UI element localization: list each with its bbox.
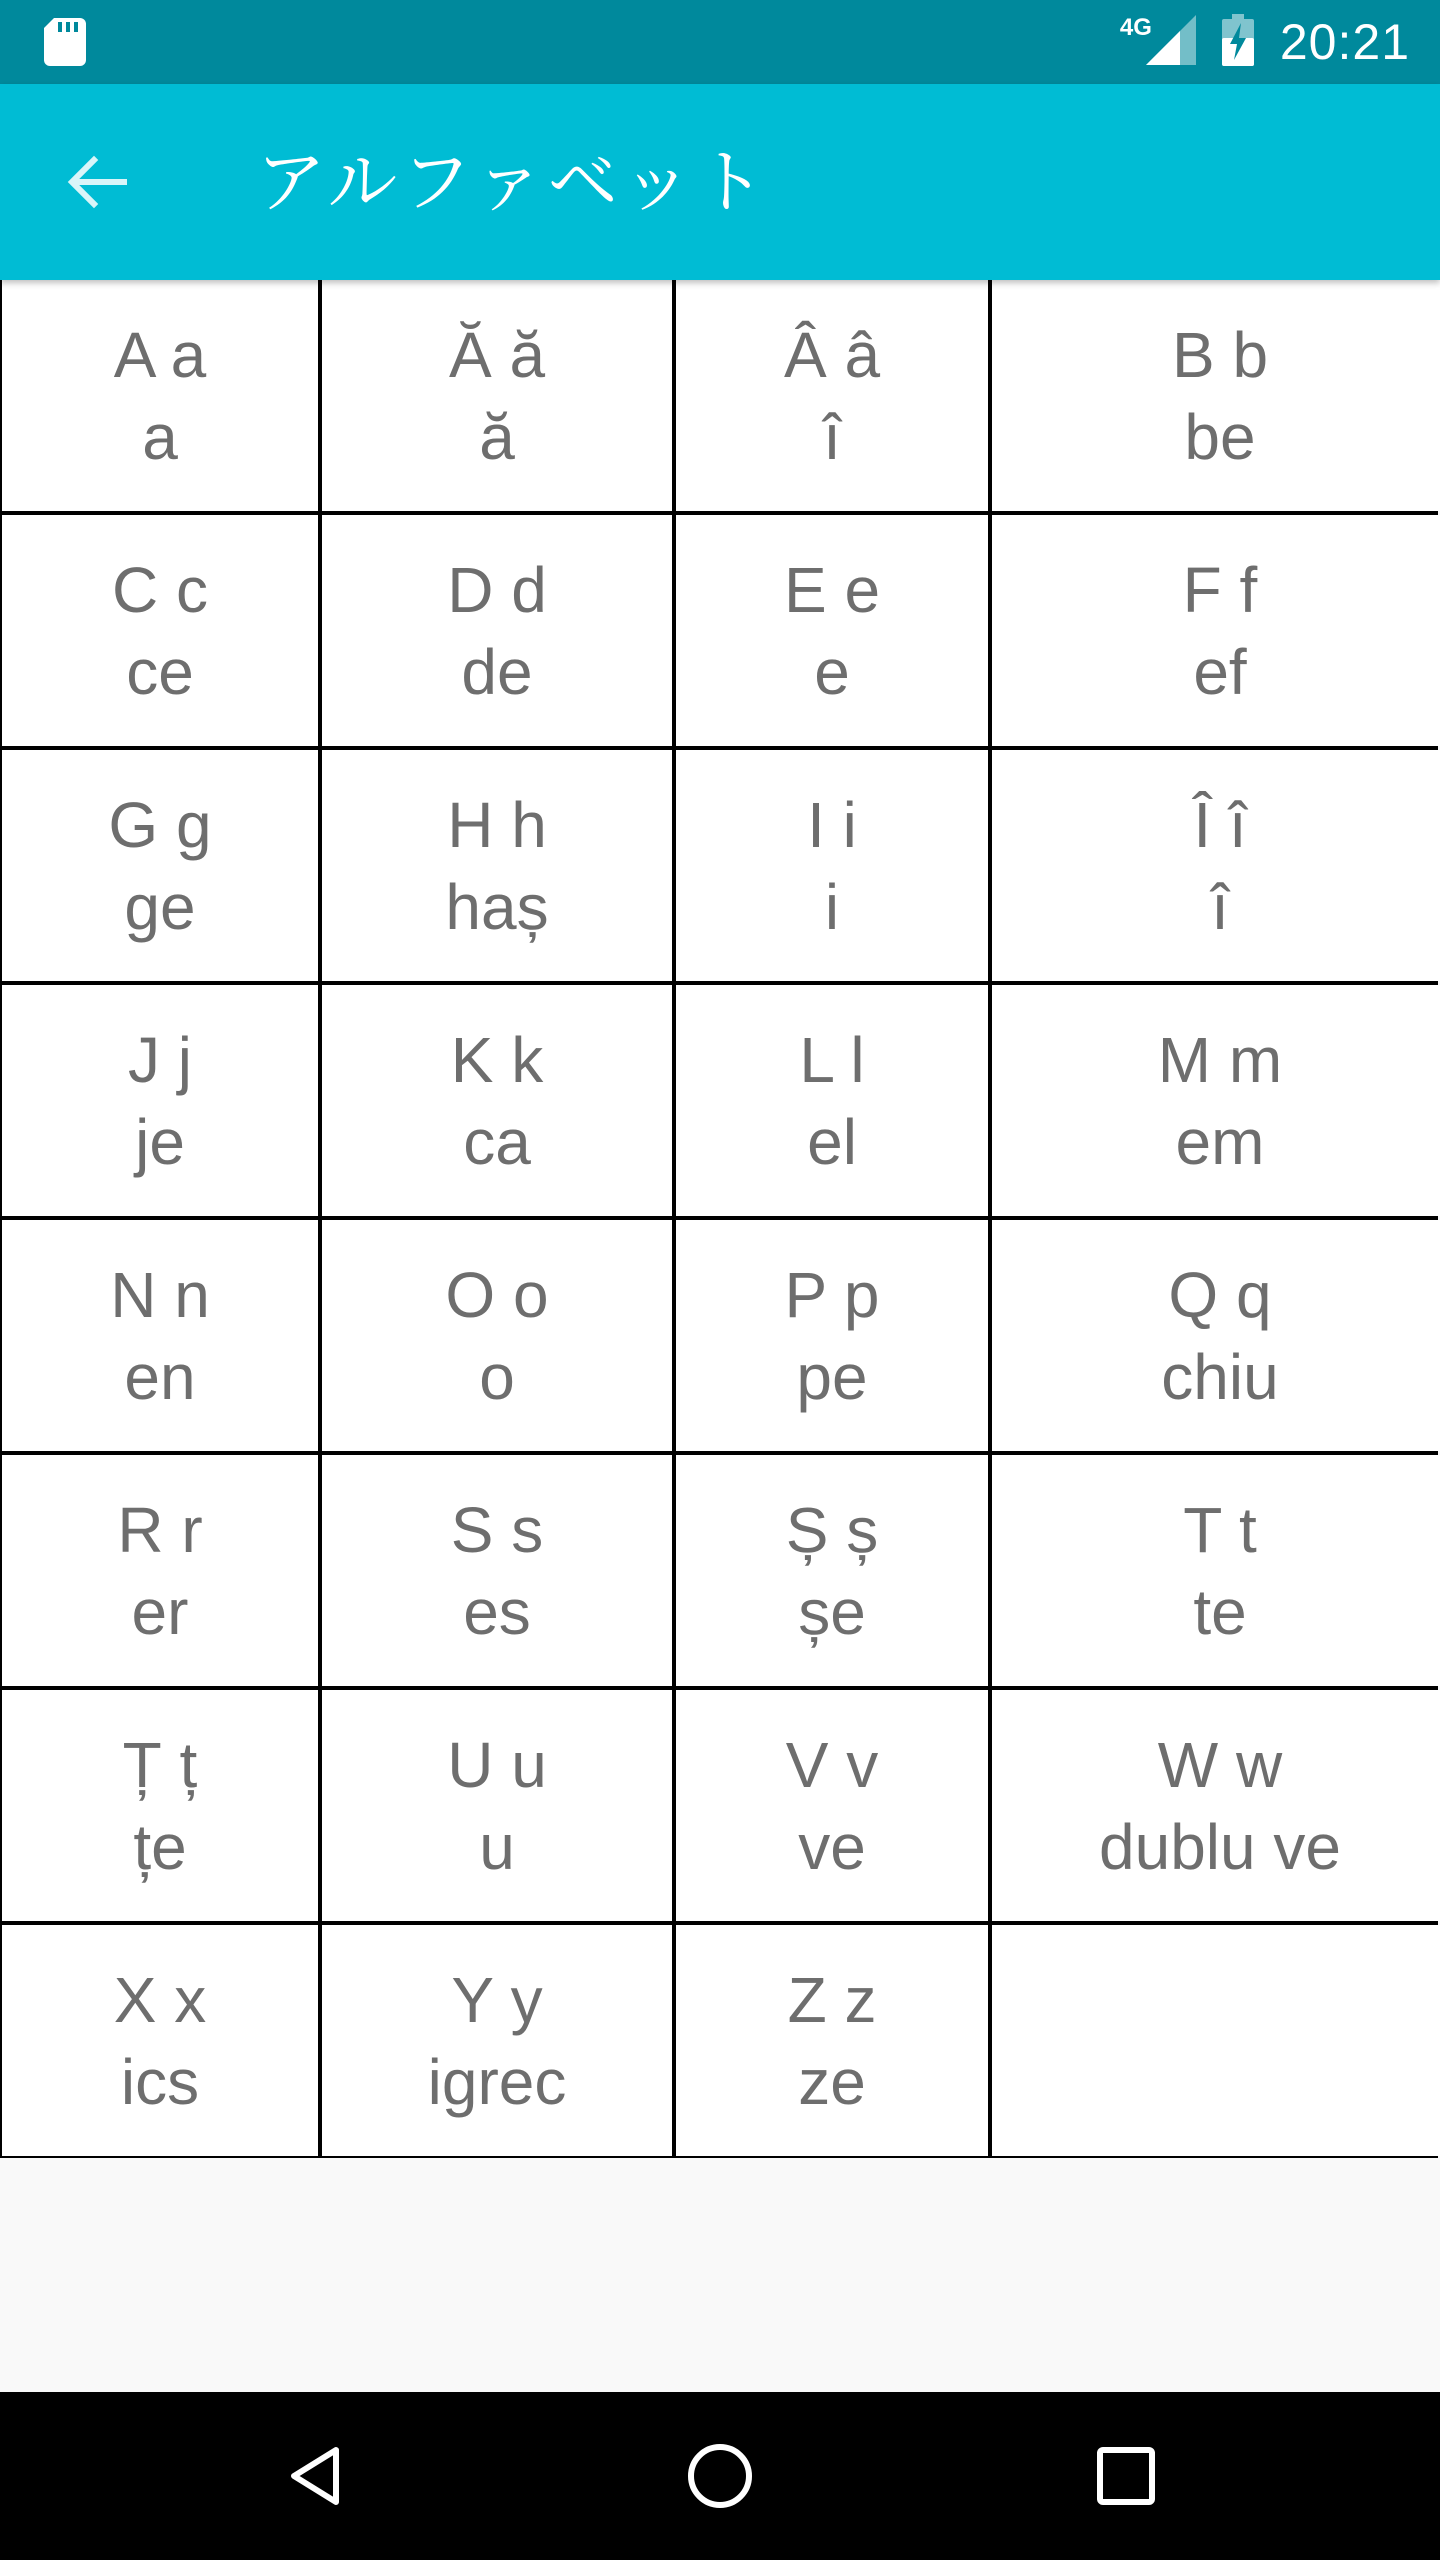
letter-name: țe <box>133 1810 187 1883</box>
letter-text: E e <box>783 553 881 626</box>
letter-cell[interactable] <box>992 515 1440 746</box>
letter-cell[interactable] <box>2 515 318 746</box>
letter-name: ge <box>124 870 196 943</box>
letter-name: igrec <box>427 2045 567 2118</box>
letter-name: ze <box>798 2045 866 2118</box>
letter-name: ef <box>1193 635 1247 708</box>
letter-name: er <box>131 1575 189 1648</box>
letter-cell[interactable] <box>992 1220 1440 1451</box>
letter-name: ce <box>126 635 194 708</box>
letter-name: ca <box>463 1105 531 1178</box>
letter-text: J j <box>128 1023 192 1096</box>
letter-cell[interactable] <box>2 1925 318 2156</box>
letter-cell[interactable] <box>2 1220 318 1451</box>
letter-name: be <box>1184 400 1256 473</box>
signal-icon <box>1146 15 1196 70</box>
letter-text: I i <box>807 788 857 861</box>
letter-text: Y y <box>451 1963 543 2036</box>
letter-cell[interactable] <box>322 750 672 981</box>
letter-name: șe <box>798 1575 866 1648</box>
letter-text: G g <box>108 788 212 861</box>
letter-text: V v <box>785 1728 879 1801</box>
letter-text: U u <box>447 1728 547 1801</box>
letter-cell[interactable] <box>2 1690 318 1921</box>
letter-cell[interactable] <box>322 1690 672 1921</box>
letter-cell[interactable] <box>676 1925 988 2156</box>
letter-text: A a <box>113 318 207 391</box>
letter-cell[interactable] <box>322 515 672 746</box>
letter-name: pe <box>796 1340 868 1413</box>
letter-cell[interactable] <box>322 985 672 1216</box>
alphabet-grid <box>0 280 1438 2158</box>
letter-text: C c <box>112 553 208 626</box>
letter-name: o <box>479 1340 515 1413</box>
letter-cell[interactable] <box>322 1220 672 1451</box>
letter-text: Ț ț <box>122 1728 198 1801</box>
letter-name: a <box>142 400 178 473</box>
letter-text: N n <box>110 1258 210 1331</box>
back-triangle-icon <box>284 2444 348 2508</box>
recents-square-icon <box>1094 2444 1158 2508</box>
letter-cell[interactable] <box>676 1220 988 1451</box>
letter-text: T t <box>1183 1493 1257 1566</box>
letter-name: ve <box>798 1810 866 1883</box>
letter-name: es <box>463 1575 531 1648</box>
navigation-bar <box>0 2392 1440 2560</box>
letter-cell[interactable] <box>676 280 988 511</box>
letter-text: Î î <box>1193 788 1247 861</box>
letter-text: F f <box>1182 553 1258 626</box>
letter-cell[interactable] <box>676 750 988 981</box>
letter-name: u <box>479 1810 515 1883</box>
letter-name: chiu <box>1161 1340 1279 1413</box>
letter-cell[interactable] <box>2 1455 318 1686</box>
network-type-label: 4G <box>1119 14 1152 41</box>
letter-name: ă <box>479 400 515 473</box>
letter-text: Q q <box>1168 1258 1272 1331</box>
letter-text: H h <box>447 788 547 861</box>
back-button[interactable] <box>56 142 136 222</box>
letter-text: S s <box>450 1493 544 1566</box>
letter-cell[interactable] <box>2 750 318 981</box>
letter-name: î <box>1211 870 1229 943</box>
letter-name: dublu ve <box>1099 1810 1341 1883</box>
letter-cell[interactable] <box>2 985 318 1216</box>
arrow-back-icon <box>64 150 128 214</box>
letter-cell[interactable] <box>676 1455 988 1686</box>
status-bar <box>0 0 1440 84</box>
app-bar <box>0 84 1440 280</box>
letter-text: B b <box>1171 318 1269 391</box>
letter-cell[interactable] <box>322 1925 672 2156</box>
page-title: アルファベット <box>256 141 770 223</box>
letter-cell[interactable] <box>322 1455 672 1686</box>
letter-cell[interactable] <box>992 1455 1440 1686</box>
letter-name: em <box>1175 1105 1265 1178</box>
letter-text: W w <box>1157 1728 1283 1801</box>
letter-text: R r <box>117 1493 203 1566</box>
letter-text: Ă ă <box>448 318 546 391</box>
letter-text: M m <box>1157 1023 1283 1096</box>
empty-cell <box>992 1925 1440 2156</box>
letter-text: X x <box>113 1963 207 2036</box>
letter-cell[interactable] <box>992 280 1440 511</box>
letter-text: Ș ș <box>785 1493 879 1566</box>
battery-charging-icon <box>1222 14 1254 71</box>
letter-name: e <box>814 635 850 708</box>
letter-cell[interactable] <box>992 985 1440 1216</box>
nav-back-button[interactable] <box>276 2436 356 2516</box>
letter-cell[interactable] <box>676 1690 988 1921</box>
letter-text: K k <box>450 1023 544 1096</box>
letter-text: O o <box>445 1258 549 1331</box>
home-circle-icon <box>685 2441 755 2511</box>
letter-text: Â â <box>783 318 881 391</box>
letter-name: î <box>823 400 841 473</box>
letter-name: i <box>824 870 840 943</box>
letter-name: haș <box>445 870 549 943</box>
letter-name: je <box>135 1105 185 1178</box>
letter-name: ics <box>120 2045 200 2118</box>
letter-name: de <box>461 635 533 708</box>
nav-recents-button[interactable] <box>1086 2436 1166 2516</box>
clock: 20:21 <box>1279 14 1410 70</box>
letter-text: L l <box>799 1023 865 1096</box>
letter-text: D d <box>447 553 547 626</box>
letter-cell[interactable] <box>992 750 1440 981</box>
letter-name: el <box>807 1105 857 1178</box>
nav-home-button[interactable] <box>680 2436 760 2516</box>
letter-text: Z z <box>787 1963 877 2036</box>
letter-cell[interactable] <box>676 985 988 1216</box>
letter-cell[interactable] <box>992 1690 1440 1921</box>
letter-name: te <box>1193 1575 1247 1648</box>
letter-text: P p <box>784 1258 880 1331</box>
letter-cell[interactable] <box>2 280 318 511</box>
letter-cell[interactable] <box>322 280 672 511</box>
sd-card-icon <box>44 18 86 71</box>
letter-cell[interactable] <box>676 515 988 746</box>
letter-name: en <box>124 1340 196 1413</box>
